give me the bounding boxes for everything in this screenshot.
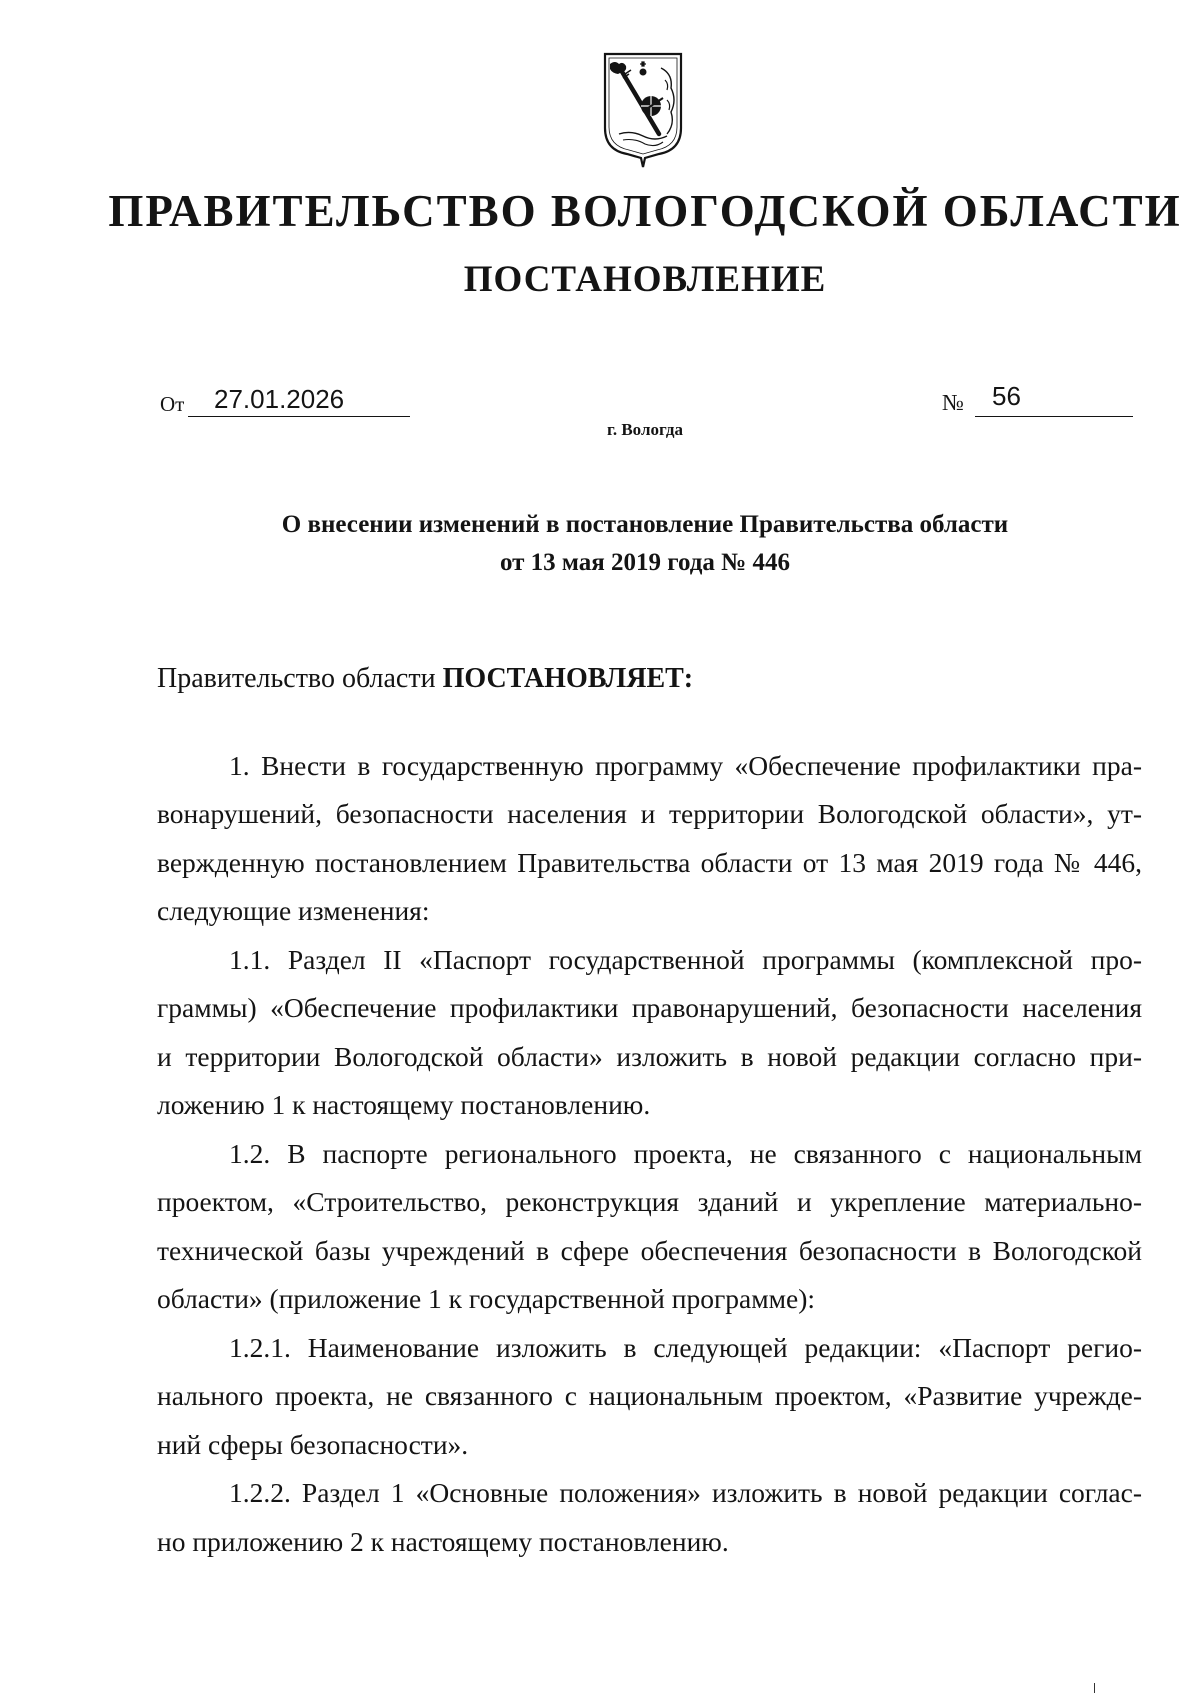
body-line: 1.2.1. Наименование изложить в следующей редакции: «Паспорт регио-: [229, 1332, 1142, 1363]
preamble-text: Правительство области: [157, 663, 436, 694]
preamble: [157, 663, 693, 695]
preamble-decree: ПОСТАНОВЛЯЕТ:: [442, 663, 694, 694]
body-line: ний сферы безопасности».: [157, 1429, 469, 1460]
document-subject: [0, 506, 1200, 582]
body-line: вержденную постановлением Правительства области от 13 мая 2019 года № 446,: [157, 847, 1142, 878]
body-line: технической базы учреждений в сфере обеспечения безопасности в Вологодской: [157, 1235, 1142, 1266]
document-number: 56: [992, 381, 1021, 411]
body-line: 1.2. В паспорте регионального проекта, не связанного с национальным: [229, 1138, 1142, 1169]
body-line: 1.1. Раздел II «Паспорт государственной программы (комплексной про-: [229, 944, 1142, 975]
date-label: От: [160, 392, 185, 416]
number-label: №: [942, 390, 964, 415]
document-date: 27.01.2026: [214, 384, 345, 414]
subject-line-2: от 13 мая 2019 года № 446: [499, 549, 791, 576]
body-line: но приложению 2 к настоящему постановлению.: [157, 1526, 729, 1557]
body-line: граммы) «Обеспечение профилактики правонарушений, безопасности населения: [157, 992, 1142, 1023]
document-type: ПОСТАНОВЛЕНИЕ: [463, 259, 827, 300]
city-label: г. Вологда: [607, 420, 683, 439]
body-line: вонарушений, безопасности населения и территории Вологодской области», ут-: [157, 798, 1142, 829]
body-line: проектом, «Строительство, реконструкция зданий и укрепление материально-: [157, 1186, 1142, 1217]
body-line: области» (приложение 1 к государственной программе):: [157, 1283, 816, 1314]
body-line: и территории Вологодской области» изложить в новой редакции согласно при-: [157, 1041, 1142, 1072]
body-line: 1. Внести в государственную программу «Обеспечение профилактики пра-: [229, 750, 1142, 781]
subject-line-1: О внесении изменений в постановление Правительства области: [281, 511, 1009, 538]
scan-mark: [1094, 1683, 1095, 1693]
body-line: ложению 1 к настоящему постановлению.: [157, 1089, 651, 1120]
coat-of-arms-emblem: [601, 50, 685, 168]
body-line: 1.2.2. Раздел 1 «Основные положения» изложить в новой редакции соглас-: [229, 1477, 1142, 1508]
body-line: следующие изменения:: [157, 895, 430, 926]
government-title: ПРАВИТЕЛЬСТВО ВОЛОГОДСКОЙ ОБЛАСТИ: [108, 186, 1182, 236]
body-line: нального проекта, не связанного с национальным проектом, «Развитие учрежде-: [157, 1380, 1142, 1411]
